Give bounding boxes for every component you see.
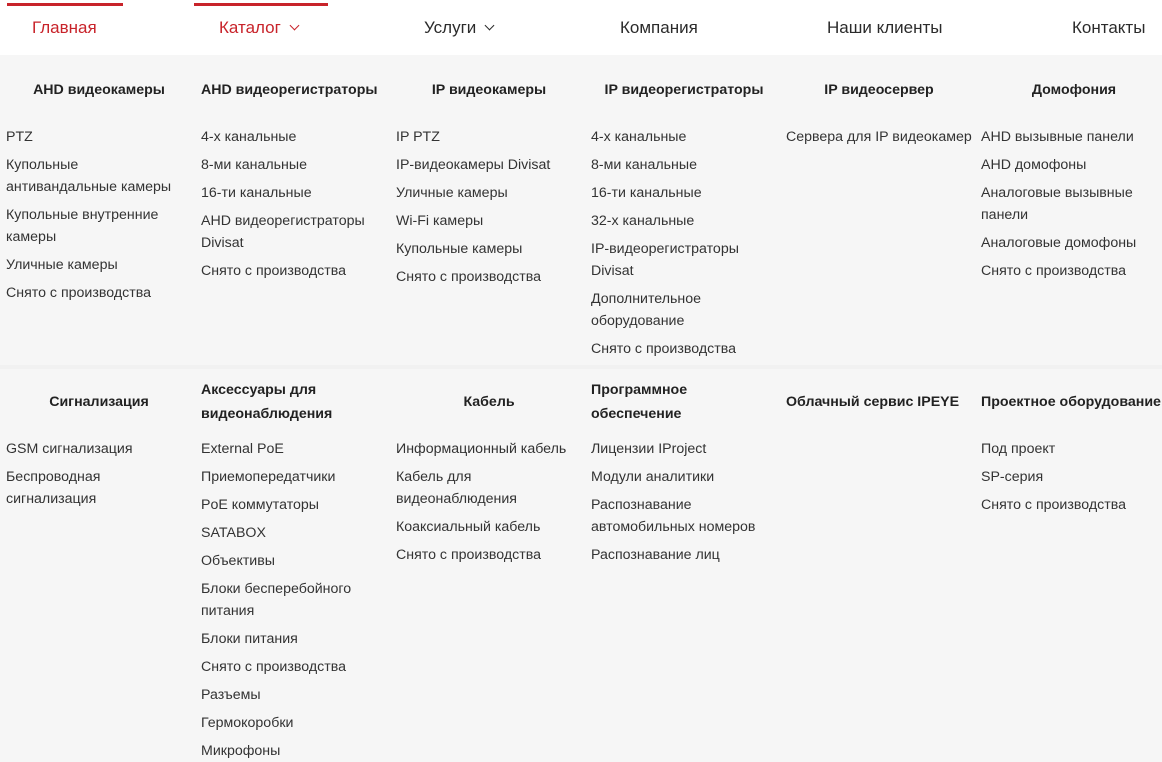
catalog-subcategory-link[interactable]: Снято с производства — [981, 263, 1126, 279]
catalog-column — [981, 66, 1162, 288]
catalog-subcategory-list — [6, 126, 192, 304]
catalog-subcategory-link[interactable]: PoE коммутаторы — [201, 497, 320, 513]
catalog-category-heading[interactable] — [981, 378, 1162, 426]
catalog-category-heading[interactable] — [591, 378, 777, 426]
catalog-subcategory-link[interactable]: Аналоговые домофоны — [981, 235, 1137, 251]
catalog-category-title: AHD видеокамеры — [33, 82, 165, 98]
catalog-category-title: Проектное оборудование — [981, 394, 1161, 410]
chevron-down-icon — [289, 20, 299, 30]
catalog-subcategory-link[interactable]: Wi-Fi камеры — [396, 213, 484, 229]
catalog-column — [201, 378, 387, 762]
catalog-category-heading[interactable] — [786, 66, 972, 114]
catalog-subcategory-link[interactable]: Разъемы — [201, 687, 261, 703]
catalog-subcategory-link[interactable]: 32-х канальные — [591, 213, 695, 229]
catalog-category-title: AHD видеорегистраторы — [201, 82, 378, 98]
catalog-subcategory-list — [591, 438, 777, 566]
catalog-subcategory-link[interactable]: AHD вызывные панели — [981, 129, 1134, 145]
catalog-subcategory-link[interactable]: External PoE — [201, 441, 284, 457]
catalog-subcategory-link[interactable]: Уличные камеры — [6, 257, 118, 273]
nav-company-label: Компания — [620, 17, 698, 37]
catalog-subcategory-link[interactable]: Аналоговые вызывные панели — [981, 185, 1133, 223]
catalog-subcategory-link[interactable]: Купольные внутренние камеры — [6, 207, 159, 245]
catalog-subcategory-list — [201, 126, 387, 282]
catalog-category-heading[interactable] — [786, 378, 972, 426]
catalog-category-heading[interactable] — [6, 378, 192, 426]
catalog-subcategory-link[interactable]: 8-ми канальные — [201, 157, 307, 173]
catalog-subcategory-link[interactable]: AHD домофоны — [981, 157, 1087, 173]
catalog-category-title: Программное обеспечение — [591, 382, 688, 422]
catalog-column — [591, 66, 777, 366]
catalog-subcategory-link[interactable]: SATABOX — [201, 525, 266, 541]
catalog-subcategory-link[interactable]: Коаксиальный кабель — [396, 519, 541, 535]
catalog-subcategory-link[interactable]: Снято с производства — [6, 285, 151, 301]
catalog-subcategory-link[interactable]: IP-видеорегистраторы Divisat — [591, 241, 739, 279]
nav-clients-label: Наши клиенты — [827, 17, 943, 37]
catalog-subcategory-list — [396, 126, 582, 288]
catalog-subcategory-link[interactable]: Сервера для IP видеокамер — [786, 129, 972, 145]
catalog-subcategory-link[interactable]: Снято с производства — [201, 659, 346, 675]
catalog-subcategory-link[interactable]: 8-ми канальные — [591, 157, 697, 173]
catalog-subcategory-link[interactable]: 16-ти канальные — [591, 185, 702, 201]
catalog-subcategory-link[interactable]: Блоки питания — [201, 631, 298, 647]
catalog-category-heading[interactable] — [981, 66, 1162, 114]
catalog-subcategory-link[interactable]: Кабель для видеонаблюдения — [396, 469, 517, 507]
catalog-category-title: Домофония — [1031, 82, 1117, 98]
catalog-category-heading[interactable] — [396, 66, 582, 114]
catalog-subcategory-link[interactable]: Информационный кабель — [396, 441, 567, 457]
catalog-category-heading[interactable] — [6, 66, 192, 114]
catalog-column — [6, 378, 192, 516]
catalog-subcategory-link[interactable]: Блоки бесперебойного питания — [201, 581, 352, 619]
catalog-category-title: Облачный сервис IPEYE — [786, 394, 960, 410]
catalog-subcategory-list — [786, 126, 972, 148]
catalog-subcategory-list — [591, 126, 777, 360]
catalog-subcategory-link[interactable]: Уличные камеры — [396, 185, 508, 201]
catalog-category-title: IP видеосервер — [824, 82, 934, 98]
catalog-subcategory-link[interactable]: AHD видеорегистраторы Divisat — [201, 213, 365, 251]
catalog-subcategory-link[interactable]: GSM сигнализация — [6, 441, 133, 457]
catalog-column — [591, 378, 777, 572]
catalog-column — [786, 378, 972, 426]
catalog-row-divider — [0, 365, 1162, 369]
catalog-subcategory-link[interactable]: Под проект — [981, 441, 1056, 457]
catalog-subcategory-link[interactable]: Снято с производства — [201, 263, 346, 279]
catalog-category-heading[interactable] — [201, 66, 387, 114]
catalog-subcategory-link[interactable]: IP PTZ — [396, 129, 440, 145]
catalog-subcategory-link[interactable]: 16-ти канальные — [201, 185, 312, 201]
nav-home-link[interactable] — [32, 0, 97, 55]
catalog-subcategory-link[interactable]: Беспроводная сигнализация — [6, 469, 101, 507]
catalog-column — [6, 66, 192, 310]
catalog-column — [396, 378, 582, 572]
catalog-category-title: Аксессуары для видеонаблюдения — [201, 382, 333, 422]
catalog-subcategory-link[interactable]: 4-х канальные — [201, 129, 297, 145]
catalog-subcategory-link[interactable]: IP-видеокамеры Divisat — [396, 157, 551, 173]
catalog-subcategory-link[interactable]: Купольные антивандальные камеры — [6, 157, 172, 195]
catalog-subcategory-list — [6, 438, 192, 510]
main-navigation — [0, 0, 1162, 55]
chevron-down-icon — [485, 20, 495, 30]
catalog-category-heading[interactable] — [591, 66, 777, 114]
nav-clients-link[interactable] — [827, 0, 942, 55]
catalog-column — [981, 378, 1162, 522]
catalog-subcategory-link[interactable]: PTZ — [6, 129, 33, 145]
catalog-subcategory-link[interactable]: Снято с производства — [396, 269, 541, 285]
nav-services-dropdown[interactable] — [424, 0, 493, 55]
catalog-subcategory-list — [981, 126, 1162, 282]
catalog-subcategory-link[interactable]: Гермокоробки — [201, 715, 294, 731]
catalog-subcategory-link[interactable]: 4-х канальные — [591, 129, 687, 145]
catalog-category-heading[interactable] — [396, 378, 582, 426]
catalog-category-title: IP видеокамеры — [431, 82, 547, 98]
catalog-column — [396, 66, 582, 294]
catalog-subcategory-list — [396, 438, 582, 566]
catalog-column — [786, 66, 972, 154]
catalog-subcategory-link[interactable]: Купольные камеры — [396, 241, 523, 257]
catalog-subcategory-link[interactable]: Снято с производства — [591, 341, 736, 357]
nav-home-label: Главная — [32, 17, 97, 37]
catalog-subcategory-list — [981, 438, 1162, 516]
catalog-subcategory-link[interactable]: Объективы — [201, 553, 275, 569]
catalog-subcategory-link[interactable]: SP-серия — [981, 469, 1044, 485]
catalog-subcategory-list — [201, 438, 387, 762]
nav-catalog-label: Каталог — [219, 17, 281, 37]
catalog-subcategory-link[interactable]: Снято с производства — [396, 547, 541, 563]
nav-contacts-link[interactable] — [1072, 0, 1145, 55]
catalog-subcategory-link[interactable]: Приемопередатчики — [201, 469, 336, 485]
catalog-category-title: Кабель — [463, 394, 515, 410]
catalog-subcategory-link[interactable]: Микрофоны — [201, 743, 281, 759]
catalog-subcategory-link[interactable]: Распознавание автомобильных номеров — [591, 497, 756, 535]
catalog-column — [201, 66, 387, 288]
catalog-category-heading[interactable] — [201, 378, 387, 426]
catalog-subcategory-link[interactable]: Снято с производства — [981, 497, 1126, 513]
nav-catalog-dropdown[interactable] — [219, 0, 298, 55]
nav-services-label: Услуги — [424, 17, 477, 37]
nav-company-link[interactable] — [620, 0, 698, 55]
catalog-subcategory-link[interactable]: Дополнительное оборудование — [591, 291, 702, 329]
catalog-category-title: IP видеорегистраторы — [604, 82, 764, 98]
catalog-category-title: Сигнализация — [49, 394, 149, 410]
catalog-subcategory-link[interactable]: Модули аналитики — [591, 469, 715, 485]
nav-contacts-label: Контакты — [1072, 17, 1146, 37]
catalog-subcategory-link[interactable]: Лицензии IProject — [591, 441, 707, 457]
catalog-subcategory-link[interactable]: Распознавание лиц — [591, 547, 720, 563]
